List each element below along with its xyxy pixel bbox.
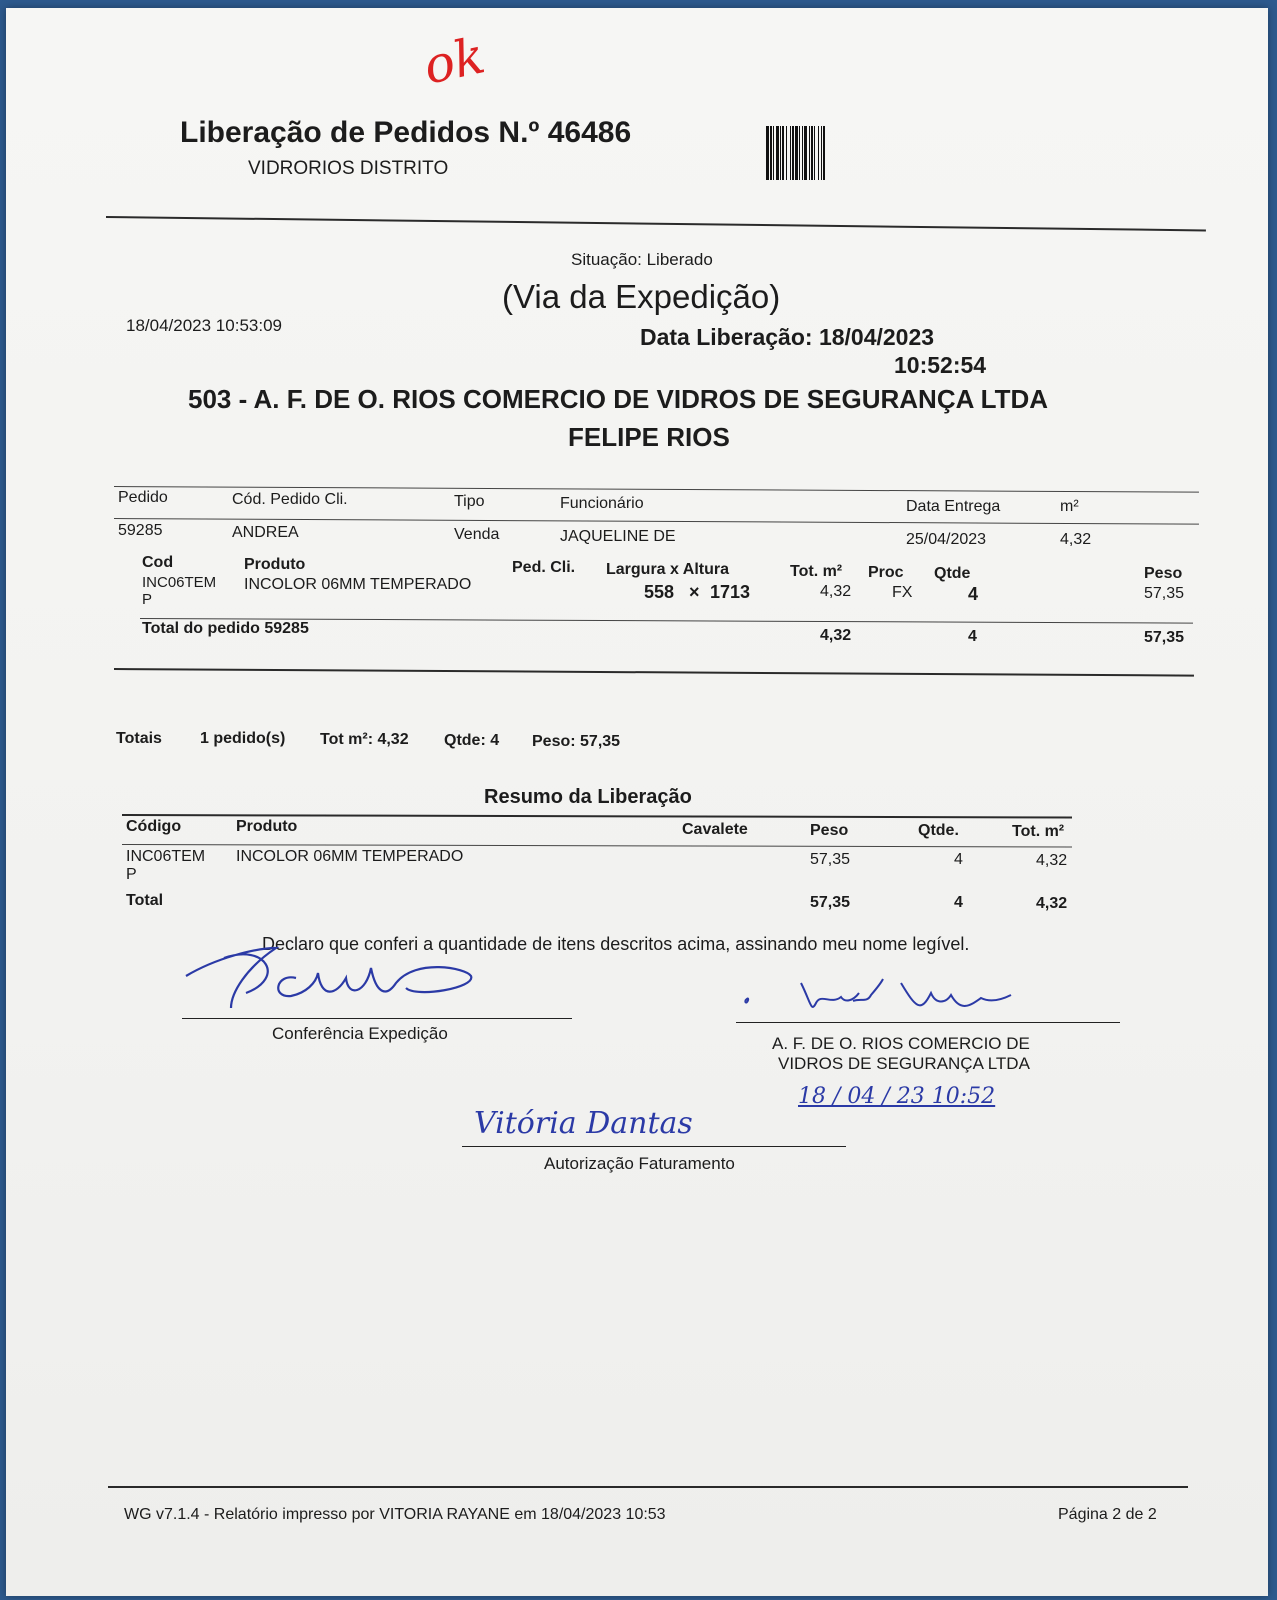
- signature-conferencia: [176, 938, 496, 1028]
- data-liberacao-time: 10:52:54: [894, 352, 987, 378]
- conferencia-line: [182, 1018, 572, 1019]
- company-line: [736, 1022, 1120, 1023]
- company-label-1: A. F. DE O. RIOS COMERCIO DE: [772, 1034, 1030, 1053]
- resumo-title: Resumo da Liberação: [484, 786, 692, 808]
- resumo-peso: 57,35: [810, 851, 851, 868]
- resumo-col-cavalete: Cavalete: [682, 821, 748, 838]
- item-peso: 57,35: [1144, 585, 1185, 602]
- declaracao-text: Declaro que conferi a quantidade de itens descritos acima, assinando meu nome legível.: [262, 934, 970, 954]
- item-col-cod: Cod: [142, 554, 174, 571]
- resumo-col-codigo: Código: [126, 818, 182, 835]
- resumo-total-tot-m2: 4,32: [1036, 895, 1068, 912]
- order-total-label: Total do pedido 59285: [142, 620, 309, 637]
- item-col-proc: Proc: [868, 564, 904, 581]
- item-col-produto: Produto: [244, 556, 306, 573]
- footer-printed-by: WG v7.1.4 - Relatório impresso por VITORIA RAYANE em 18/04/2023 10:53: [124, 1506, 666, 1523]
- resumo-col-tot-m2: Tot. m²: [1012, 823, 1065, 840]
- col-pedido: Pedido: [118, 489, 168, 506]
- page-title: Liberação de Pedidos N.º 46486: [180, 116, 632, 149]
- data-liberacao: Data Liberação: 18/04/2023: [640, 324, 935, 350]
- resumo-col-peso: Peso: [810, 822, 849, 839]
- autorizacao-label: Autorização Faturamento: [544, 1154, 735, 1173]
- signature-autorizacao: Vitória Dantas: [474, 1106, 693, 1141]
- resumo-qtde: 4: [954, 851, 963, 868]
- totais-peso: Peso: 57,35: [532, 733, 621, 750]
- client-name: FELIPE RIOS: [568, 422, 730, 452]
- document-page: [6, 8, 1268, 1596]
- barcode: [766, 126, 956, 180]
- totais-pedidos: 1 pedido(s): [200, 730, 286, 747]
- order-total-m2: 4,32: [820, 627, 852, 644]
- col-funcionario: Funcionário: [560, 495, 644, 512]
- col-tipo: Tipo: [454, 493, 485, 510]
- conferencia-label: Conferência Expedição: [272, 1024, 448, 1043]
- row-pedido: 59285: [118, 522, 163, 539]
- via-text: (Via da Expedição): [502, 278, 781, 315]
- resumo-produto: INCOLOR 06MM TEMPERADO: [236, 848, 464, 865]
- barcode-gap: [825, 126, 828, 180]
- order-total-peso: 57,35: [1144, 629, 1185, 646]
- resumo-tot-m2: 4,32: [1036, 852, 1068, 869]
- item-col-tot-m2: Tot. m²: [790, 563, 843, 580]
- item-col-peso: Peso: [1144, 565, 1183, 582]
- col-data-entrega: Data Entrega: [906, 498, 1001, 515]
- resumo-codigo: INC06TEM: [126, 848, 206, 865]
- row-m2: 4,32: [1060, 531, 1092, 548]
- item-tot-m2: 4,32: [820, 583, 852, 600]
- resumo-total-label: Total: [126, 892, 164, 909]
- handwritten-date: 18 / 04 / 23 10:52: [798, 1084, 996, 1109]
- item-col-ped-cli: Ped. Cli.: [512, 559, 576, 576]
- company-name: VIDRORIOS DISTRITO: [248, 158, 449, 179]
- row-tipo: Venda: [454, 526, 500, 543]
- item-qtde: 4: [968, 584, 979, 604]
- printed-timestamp: 18/04/2023 10:53:09: [126, 316, 282, 335]
- item-proc: FX: [892, 584, 913, 601]
- item-col-largura-altura: Largura x Altura: [606, 561, 729, 578]
- header-divider: [106, 216, 1206, 231]
- order-total-qtde: 4: [968, 628, 977, 645]
- totais-qtde: Qtde: 4: [444, 732, 500, 749]
- item-largura: 558: [644, 582, 675, 602]
- company-label-2: VIDROS DE SEGURANÇA LTDA: [778, 1054, 1030, 1073]
- signature-company: [741, 973, 1031, 1033]
- client-line: 503 - A. F. DE O. RIOS COMERCIO DE VIDROS DE SEGURANÇA LTDA: [188, 384, 1049, 414]
- resumo-col-qtde: Qtde.: [918, 822, 959, 839]
- row-cod-pedido-cli: ANDREA: [232, 524, 299, 541]
- ok-mark: ok: [418, 26, 490, 96]
- order-table-bottom: [114, 668, 1194, 677]
- resumo-header-divider: [122, 844, 1072, 847]
- resumo-codigo-cont: P: [126, 866, 137, 883]
- row-funcionario: JAQUELINE DE: [560, 528, 676, 545]
- row-data-entrega: 25/04/2023: [906, 531, 987, 548]
- footer-divider: [108, 1486, 1188, 1488]
- resumo-total-peso: 57,35: [810, 894, 851, 911]
- col-cod-pedido-cli: Cód. Pedido Cli.: [232, 491, 348, 508]
- item-produto: INCOLOR 06MM TEMPERADO: [244, 576, 472, 593]
- footer-page: Página 2 de 2: [1058, 1506, 1157, 1523]
- item-x: ×: [689, 582, 700, 602]
- item-altura: 1713: [710, 582, 751, 602]
- totais-label: Totais: [116, 730, 162, 747]
- item-cod-cont: P: [142, 591, 153, 608]
- situacao-text: Situação: Liberado: [571, 250, 713, 269]
- autorizacao-line: [462, 1146, 846, 1147]
- col-m2: m²: [1060, 498, 1079, 515]
- resumo-total-qtde: 4: [954, 894, 963, 911]
- item-col-qtde: Qtde: [934, 565, 971, 582]
- item-cod: INC06TEM: [142, 574, 217, 591]
- totais-m2: Tot m²: 4,32: [320, 731, 409, 748]
- resumo-col-produto: Produto: [236, 818, 298, 835]
